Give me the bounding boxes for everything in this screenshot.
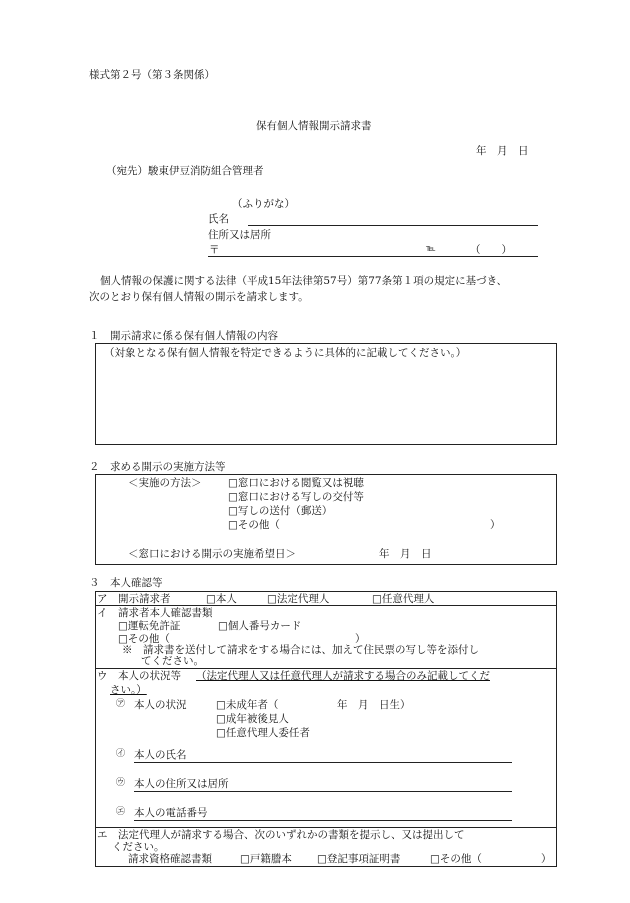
method-option-other[interactable]: □ その他（ bbox=[228, 520, 280, 531]
requester-option-self[interactable]: □ 本人 bbox=[206, 594, 237, 605]
furigana-label: （ふりがな） bbox=[232, 198, 295, 210]
method-option-copy-window[interactable]: □ 窓口における写しの交付等 bbox=[228, 492, 364, 503]
principal-name-field[interactable] bbox=[134, 762, 512, 763]
principal-address-field[interactable] bbox=[134, 791, 512, 792]
divider bbox=[95, 605, 557, 606]
qualification-doc-other-close: ） bbox=[541, 853, 552, 865]
section3-heading: ３ 本人確認等 bbox=[89, 577, 163, 589]
principal-status-note-2: さい。） bbox=[110, 684, 147, 696]
id-docs-note-1: ※ 請求書を送付して請求をする場合には、加えて住民票の写し等を添付し bbox=[122, 644, 479, 656]
id-doc-other-close: ） bbox=[355, 633, 366, 645]
section2-heading: ２ 求める開示の実施方法等 bbox=[89, 461, 226, 473]
intro-line-1: 個人情報の保護に関する法律（平成15年法律第57号）第77条第１項の規定に基づき、 bbox=[100, 275, 508, 287]
principal-address-label: 本人の住所又は居所 bbox=[134, 778, 229, 790]
id-doc-license[interactable]: □ 運転免許証 bbox=[118, 621, 180, 632]
requester-option-voluntary-agent[interactable]: □ 任意代理人 bbox=[372, 594, 434, 605]
minor-birth-date[interactable]: 年 月 日生） bbox=[337, 699, 411, 711]
divider bbox=[95, 827, 557, 828]
status-option-delegator[interactable]: □ 任意代理人委任者 bbox=[216, 728, 310, 739]
applicant-name-label: 氏名 bbox=[208, 213, 229, 225]
method-other-close: ） bbox=[490, 519, 501, 531]
principal-status-sub-label: 本人の状況 bbox=[134, 699, 187, 711]
tel-label: ℡ bbox=[426, 244, 436, 254]
intro-line-2: 次のとおり保有個人情報の開示を請求します。 bbox=[89, 291, 309, 303]
status-option-minor[interactable]: □ 未成年者（ bbox=[216, 700, 278, 711]
id-docs-label: イ 請求者本人確認書類 bbox=[97, 607, 213, 619]
applicant-address-label: 住所又は居所 bbox=[208, 229, 271, 241]
status-option-adult-ward[interactable]: □ 成年被後見人 bbox=[216, 714, 289, 725]
date-line: 年 月 日 bbox=[476, 145, 529, 157]
qualification-doc-other[interactable]: □ その他（ bbox=[430, 854, 482, 865]
preferred-date-value[interactable]: 年 月 日 bbox=[379, 548, 432, 560]
status-mark: ㋐ bbox=[116, 699, 126, 709]
requester-label: ア 開示請求者 bbox=[97, 593, 171, 605]
principal-status-label: ウ 本人の状況等 bbox=[97, 670, 181, 682]
qualification-doc-koseki[interactable]: □ 戸籍謄本 bbox=[240, 854, 292, 865]
principal-phone-label: 本人の電話番号 bbox=[134, 807, 208, 819]
principal-name-label: 本人の氏名 bbox=[134, 749, 187, 761]
tel-paren: （ ） bbox=[470, 244, 512, 256]
principal-status-note-1: （法定代理人又は任意代理人が請求する場合のみ記載してくだ bbox=[196, 670, 490, 682]
method-label: ＜実施の方法＞ bbox=[128, 477, 202, 489]
name-mark: ㋑ bbox=[116, 749, 126, 759]
section1-instruction: （対象となる保有個人情報を特定できるように具体的に記載してください。） bbox=[104, 347, 467, 359]
postal-mark: 〒 bbox=[209, 244, 220, 256]
id-docs-note-2: てください。 bbox=[141, 655, 204, 667]
legal-agent-note-1: エ 法定代理人が請求する場合、次のいずれかの書類を提示し、又は提出して bbox=[97, 829, 465, 841]
id-doc-mynumber[interactable]: □ 個人番号カード bbox=[218, 621, 301, 632]
divider bbox=[95, 668, 557, 669]
id-doc-other[interactable]: □ その他（ bbox=[118, 634, 170, 645]
page-title: 保有個人情報開示請求書 bbox=[256, 120, 372, 132]
method-option-mail[interactable]: □ 写しの送付（郵送） bbox=[228, 506, 332, 517]
qualification-doc-registry[interactable]: □ 登記事項証明書 bbox=[317, 854, 400, 865]
preferred-date-label: ＜窓口における開示の実施希望日＞ bbox=[128, 548, 296, 560]
phone-mark: ㋓ bbox=[116, 807, 126, 817]
legal-agent-note-2: ください。 bbox=[112, 841, 165, 853]
form-number: 様式第２号（第３条関係） bbox=[89, 69, 215, 81]
method-option-viewing[interactable]: □ 窓口における閲覧又は視聴 bbox=[228, 478, 364, 489]
applicant-name-field[interactable] bbox=[248, 225, 538, 226]
section1-heading: １ 開示請求に係る保有個人情報の内容 bbox=[89, 330, 278, 342]
qualification-docs-label: 請求資格確認書類 bbox=[128, 853, 212, 865]
requester-option-legal-agent[interactable]: □ 法定代理人 bbox=[267, 594, 329, 605]
addressee: （宛先）駿東伊豆消防組合管理者 bbox=[106, 165, 264, 177]
applicant-address-field[interactable] bbox=[208, 256, 538, 257]
principal-phone-field[interactable] bbox=[134, 820, 512, 821]
address-mark: ㋒ bbox=[116, 778, 126, 788]
